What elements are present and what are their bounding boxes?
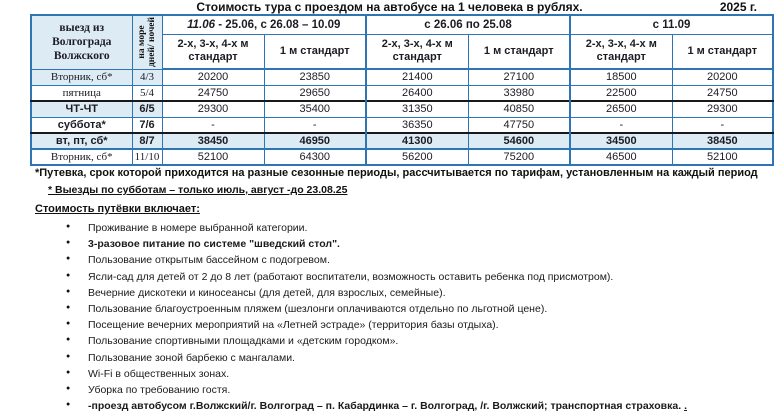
price-cell: 22500: [570, 85, 672, 101]
corner-header: выезд из Волгограда Волжского: [31, 15, 132, 69]
price-cell: 54600: [468, 133, 570, 149]
table-row: [31, 101, 773, 117]
price-cell: 33980: [468, 85, 570, 101]
list-item: [66, 400, 766, 416]
price-cell: 20200: [162, 69, 264, 85]
price-cell: 75200: [468, 149, 570, 165]
period-header-1: [162, 15, 366, 34]
price-cell: 23850: [264, 69, 366, 85]
column-header-multi-1: 2-х, 3-х, 4-х м стандарт: [162, 34, 264, 69]
price-cell: -: [264, 117, 366, 133]
list-item: ● Проживание в номере выбранной категории.: [66, 222, 766, 238]
price-cell: 36350: [366, 117, 468, 133]
price-cell: -: [162, 117, 264, 133]
list-item: ● Уборка по требованию гостя.: [66, 384, 766, 400]
price-cell: 21400: [366, 69, 468, 85]
period-header-3: с 11.09: [570, 15, 773, 34]
price-cell: 34500: [570, 133, 672, 149]
price-cell: 56200: [366, 149, 468, 165]
price-cell: 31350: [366, 101, 468, 117]
column-header-multi-2: 2-х, 3-х, 4-х м стандарт: [366, 34, 468, 69]
price-cell: 24750: [672, 85, 773, 101]
rotated-header-line2: дней/ ночей: [147, 17, 158, 68]
table-row: [31, 69, 773, 85]
price-cell: 29300: [162, 101, 264, 117]
list-item: ● Пользование открытым бассейном с подогревом.: [66, 254, 766, 270]
title-row: [0, 0, 779, 14]
price-cell: 27100: [468, 69, 570, 85]
duration-cell: 8/7: [132, 133, 162, 149]
price-cell: -: [672, 117, 773, 133]
page-title: Стоимость тура с проездом на автобусе на 1 человека в рублях.: [196, 0, 583, 14]
includes-list: [66, 222, 766, 416]
list-item: ● Пользование благоустроенным пляжем (шезлонги оплачиваются отдельно по льготной цене).: [66, 303, 766, 319]
price-cell: 24750: [162, 85, 264, 101]
column-header-single-3: 1 м стандарт: [672, 34, 773, 69]
departure-cell: суббота*: [31, 117, 132, 133]
column-header-single-2: 1 м стандарт: [468, 34, 570, 69]
price-cell: 52100: [672, 149, 773, 165]
list-item: ● Пользование спортивными площадками и «детским городком».: [66, 335, 766, 351]
column-header-single-1: 1 м стандарт: [264, 34, 366, 69]
period-header-1-italic: 11.06: [187, 18, 216, 31]
departure-cell: вт, пт, сб*: [31, 133, 132, 149]
price-cell: 26500: [570, 101, 672, 117]
price-cell: 38450: [162, 133, 264, 149]
period-header-2: с 26.06 по 25.08: [366, 15, 570, 34]
price-cell: 26400: [366, 85, 468, 101]
column-header-multi-3: 2-х, 3-х, 4-х м стандарт: [570, 34, 672, 69]
table-row: [31, 149, 773, 165]
price-cell: 46500: [570, 149, 672, 165]
price-cell: 52100: [162, 149, 264, 165]
includes-title: Стоимость путёвки включает:: [35, 203, 200, 215]
rotated-header-line1: на море: [137, 25, 148, 59]
price-cell: 47750: [468, 117, 570, 133]
price-cell: 18500: [570, 69, 672, 85]
duration-cell: 4/3: [132, 69, 162, 85]
departure-cell: пятница: [31, 85, 132, 101]
trailing-mark: .: [684, 400, 687, 413]
saturday-note: * Выезды по субботам – только июль, август -до 23.08.25: [48, 184, 348, 196]
duration-cell: 7/6: [132, 117, 162, 133]
price-table: [30, 14, 774, 166]
price-cell: 29300: [672, 101, 773, 117]
table-row: [31, 85, 773, 101]
price-cell: 35400: [264, 101, 366, 117]
transport-note: -проезд автобусом г.Волжский/г. Волгоград – п. Кабардинка – г. Волгоград, /г. Волжский; транспортная страховка.: [88, 400, 682, 413]
period-header-1-rest: - 25.06, с 26.08 – 10.09: [215, 18, 341, 31]
list-item: ● Wi-Fi в общественных зонах.: [66, 368, 766, 384]
seasonal-note: *Путевка, срок которой приходится на разные сезонные периоды, рассчитывается по тарифам, установленным на каждый период: [35, 167, 758, 179]
duration-cell: 11/10: [132, 149, 162, 165]
table-row-highlighted: [31, 133, 773, 149]
price-cell: 29650: [264, 85, 366, 101]
rotated-header: [132, 15, 162, 69]
price-cell: 20200: [672, 69, 773, 85]
list-item: ● Посещение вечерних мероприятий на «Летней эстраде» (территория базы отдыха).: [66, 319, 766, 335]
list-item: ● 3-разовое питание по системе "шведский стол".: [66, 238, 766, 254]
list-item: ● Вечерние дискотеки и киносеансы (для детей, для взрослых, семейные).: [66, 287, 766, 303]
table-row: [31, 117, 773, 133]
departure-cell: ЧТ-ЧТ: [31, 101, 132, 117]
duration-cell: 6/5: [132, 101, 162, 117]
price-cell: 38450: [672, 133, 773, 149]
price-cell: -: [570, 117, 672, 133]
year-label: 2025 г.: [719, 0, 757, 14]
price-cell: 64300: [264, 149, 366, 165]
list-item: ● Ясли-сад для детей от 2 до 8 лет (работают воспитатели, возможность оставить ребенка под присмотром).: [66, 271, 766, 287]
duration-cell: 5/4: [132, 85, 162, 101]
list-item: ● Пользование зоной барбекю с мангалами.: [66, 352, 766, 368]
price-cell: 46950: [264, 133, 366, 149]
departure-cell: Вторник, сб*: [31, 149, 132, 165]
price-cell: 40850: [468, 101, 570, 117]
price-cell: 41300: [366, 133, 468, 149]
departure-cell: Вторник, сб*: [31, 69, 132, 85]
